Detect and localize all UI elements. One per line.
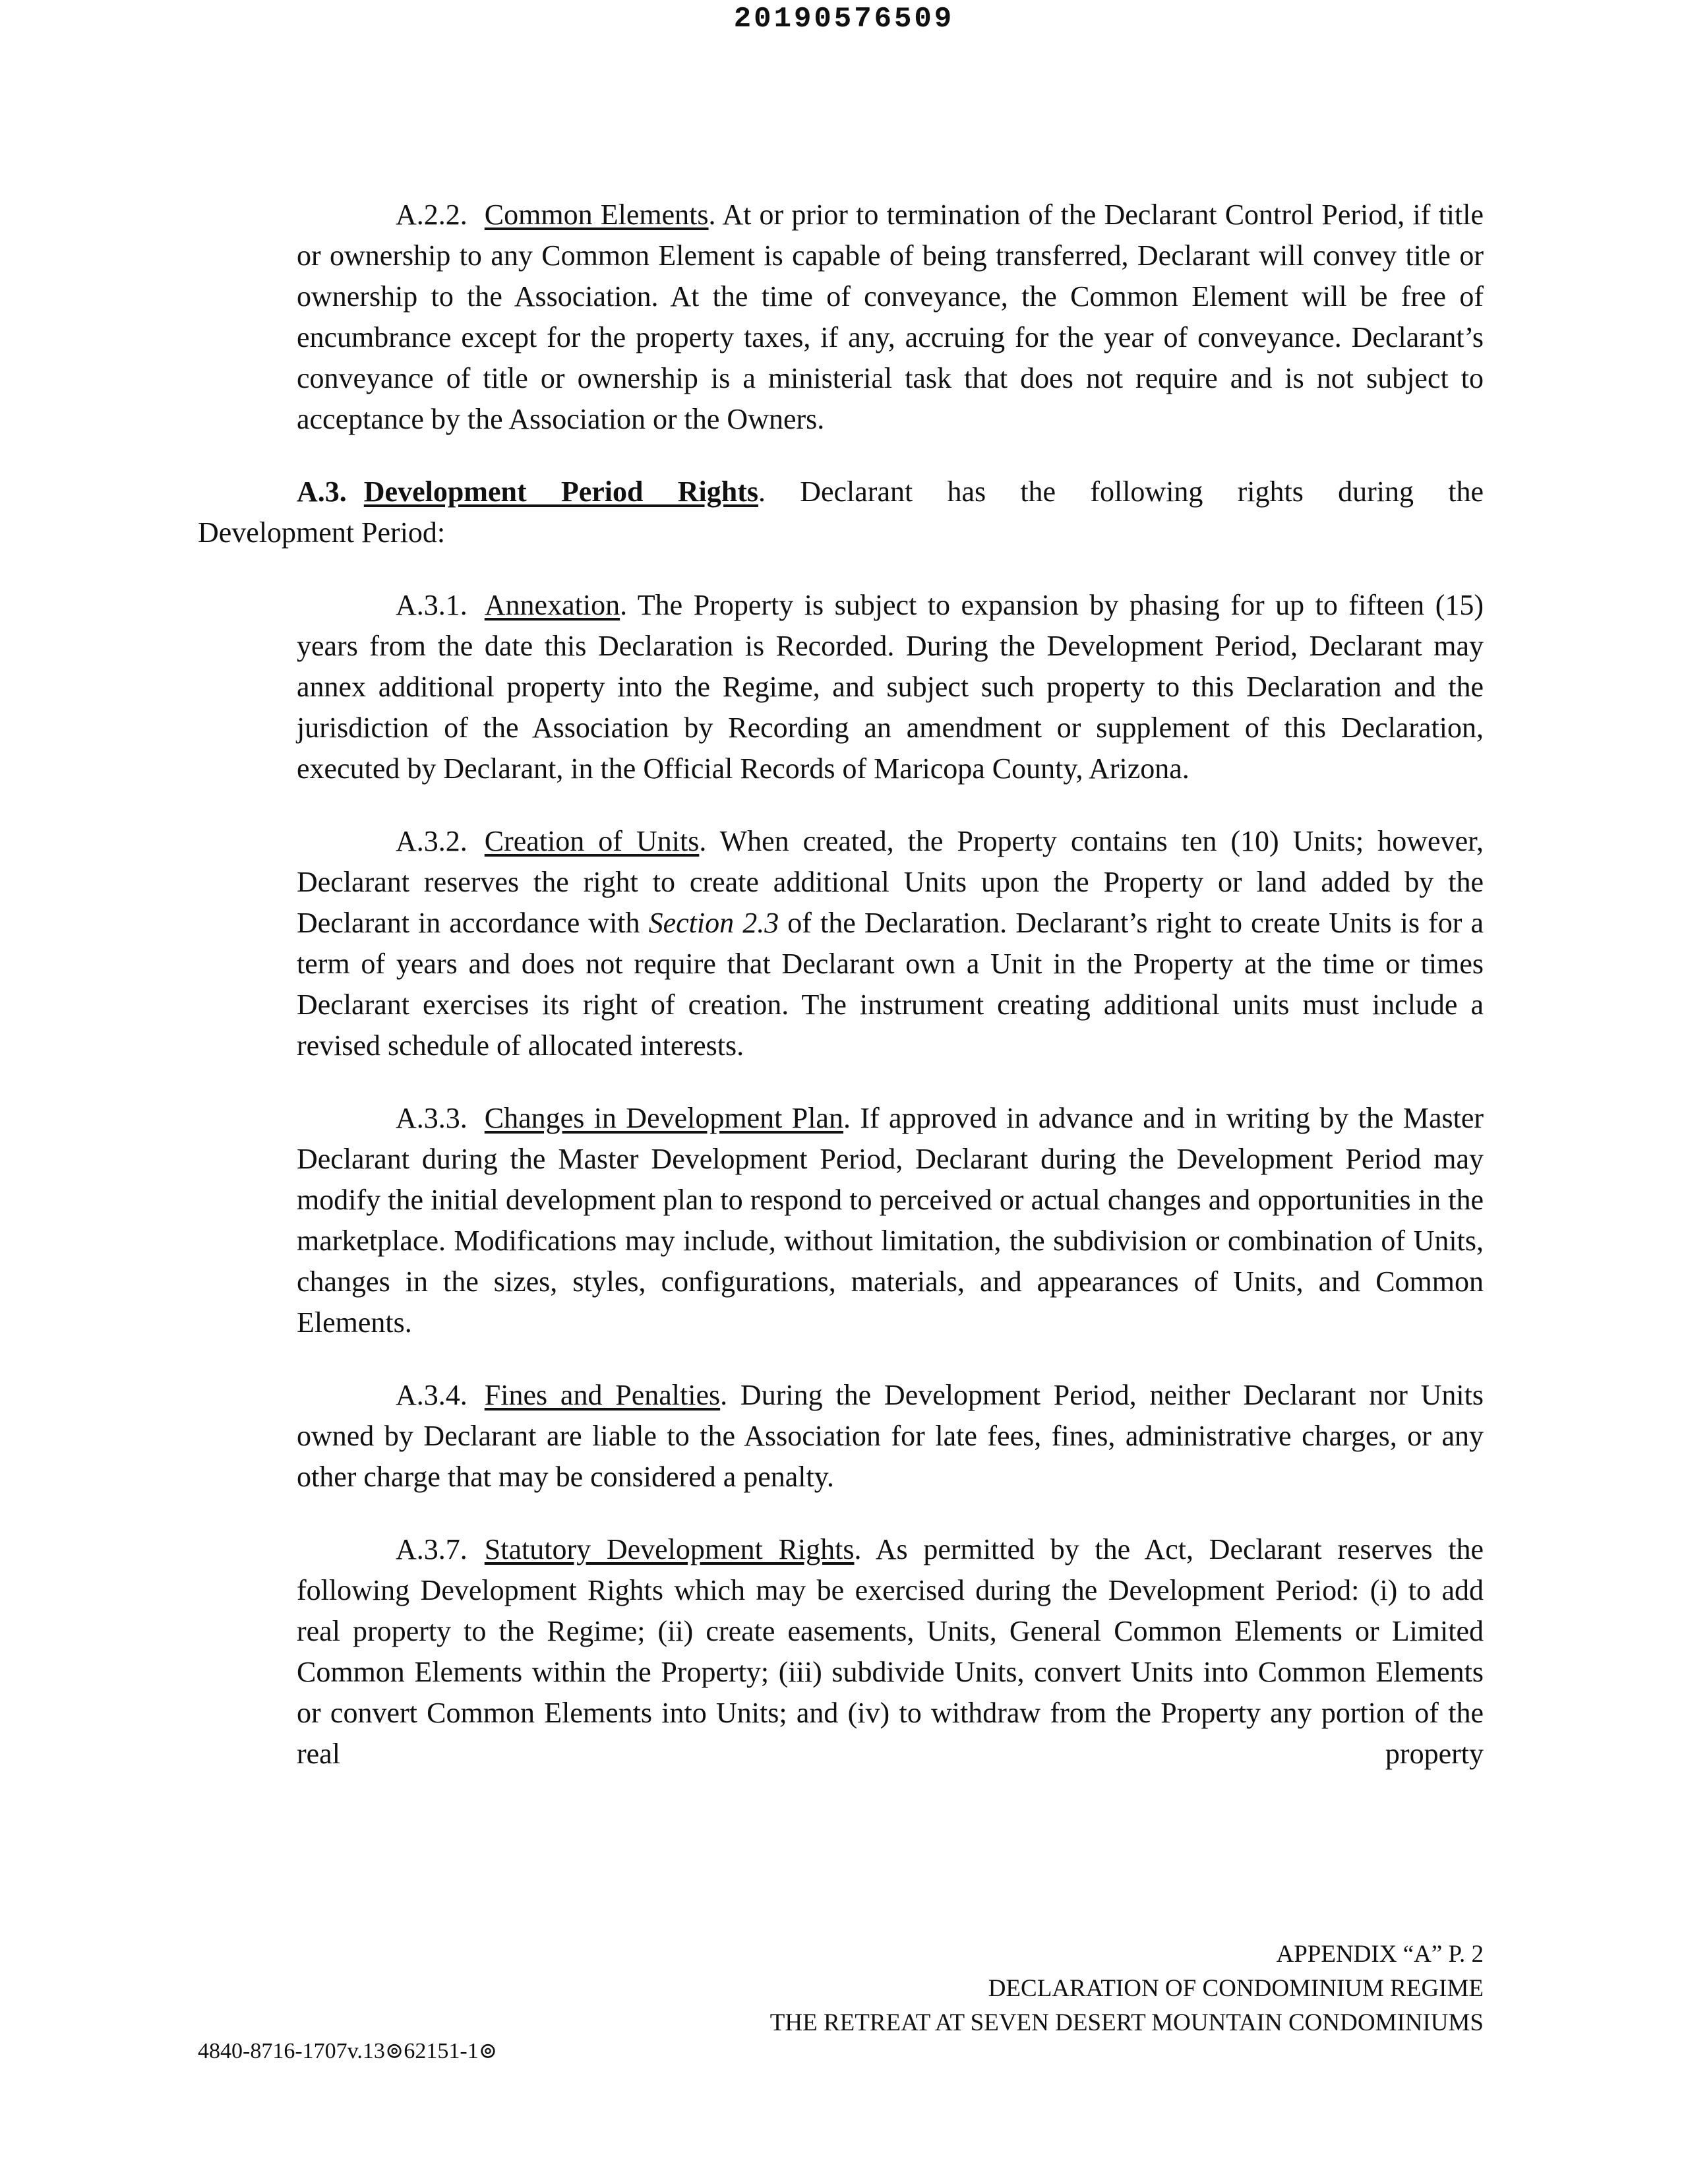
section-heading: Changes in Development Plan [484, 1102, 843, 1134]
section-text: . The Property is subject to expansion by phasing for up to fifteen (15) years from the date this Declaration is Recorded. During the Development Period, Declarant may annex additional property into the Regime, and subject such property to this Declaration and the jurisdiction of the Association by Recording an amendment or supplement of this Declaration, executed by Declarant, in the Official Records of Maricopa County, Arizona. [297, 589, 1484, 785]
section-a-3-3 [297, 1098, 1484, 1343]
section-number: A.3.4. [396, 1379, 467, 1411]
section-a-3-7 [297, 1529, 1484, 1774]
footer-document-title: DECLARATION OF CONDOMINIUM REGIME [988, 1975, 1484, 2002]
section-heading: Common Elements [484, 198, 709, 231]
section-heading: Statutory Development Rights [484, 1533, 855, 1565]
section-heading: Fines and Penalties [484, 1379, 721, 1411]
section-text: . If approved in advance and in writing by the Master Declarant during the Master Development Period, Declarant during the Development Period may modify the initial development plan to respond to perceived or actual changes and opportunities in the marketplace. Modifications may include, without limitation, the subdivision or combination of Units, changes in the sizes, styles, configurations, materials, and appearances of Units, and Common Elements. [297, 1102, 1484, 1339]
section-text: . When created, the Property contains ten (10) Units; however, Declarant reserves the right to create additional Units upon the Property or land added by the Declarant in accordance with [297, 825, 1484, 939]
document-body [0, 195, 1688, 1774]
section-a-2-2 [297, 195, 1484, 440]
section-number: A.3.2. [396, 825, 467, 857]
section-cross-reference: Section 2.3 [648, 907, 779, 939]
section-text: . During the Development Period, neither Declarant nor Units owned by Declarant are liable to the Association for late fees, fines, administrative charges, or any other charge that may be considered a penalty. [297, 1379, 1484, 1493]
section-heading: Creation of Units [484, 825, 700, 857]
section-number: A.3.3. [396, 1102, 467, 1134]
section-number: A.3.1. [396, 589, 467, 621]
section-number: A.2.2. [396, 198, 467, 231]
section-first-line [297, 471, 1484, 512]
section-text: . At or prior to termination of the Declarant Control Period, if title or ownership to any Common Element is capable of being transferred, Declarant will convey title or ownership to the Association. At the time of conveyance, the Common Element will be free of encumbrance except for the property taxes, if any, accruing for the year of conveyance. Declarant’s conveyance of title or ownership is a ministerial task that does not require and is not subject to acceptance by the Association or the Owners. [297, 198, 1484, 435]
document-id: 4840-8716-1707v.13⊚62151-1⊚ [198, 2039, 498, 2063]
section-number: A.3.7. [396, 1533, 467, 1565]
section-a-3 [198, 471, 1484, 553]
section-text: . Declarant has the following rights during the [758, 475, 1484, 508]
section-a-3-1 [297, 585, 1484, 789]
recording-number: 20190576509 [733, 3, 955, 36]
page-footer [770, 1937, 1484, 2040]
section-heading: Annexation [484, 589, 620, 621]
footer-project-name: THE RETREAT AT SEVEN DESERT MOUNTAIN CONDOMINIUMS [769, 2009, 1484, 2036]
section-text-continued: of the Declaration. Declarant’s right to create Units is for a term of years and does not require that Declarant own a Unit in the Property at the time or times Declarant exercises its right of creation. The instrument creating additional units must include a revised schedule of allocated interests. [297, 907, 1484, 1062]
section-text-continued: Development Period: [198, 516, 446, 549]
section-number: A.3. [297, 475, 347, 508]
footer-page-reference: APPENDIX “A” P. 2 [1276, 1941, 1484, 1968]
section-a-3-2 [297, 821, 1484, 1066]
section-heading: Development Period Rights [363, 475, 758, 508]
section-a-3-4 [297, 1375, 1484, 1498]
section-text: . As permitted by the Act, Declarant reserves the following Development Rights which may be exercised during the Development Period: (i) to add real property to the Regime; (ii) create easements, Units, General Common Elements or Limited Common Elements within the Property; (iii) subdivide Units, convert Units into Common Elements or convert Common Elements into Units; and (iv) to withdraw from the Property any portion of the real property [297, 1533, 1484, 1770]
